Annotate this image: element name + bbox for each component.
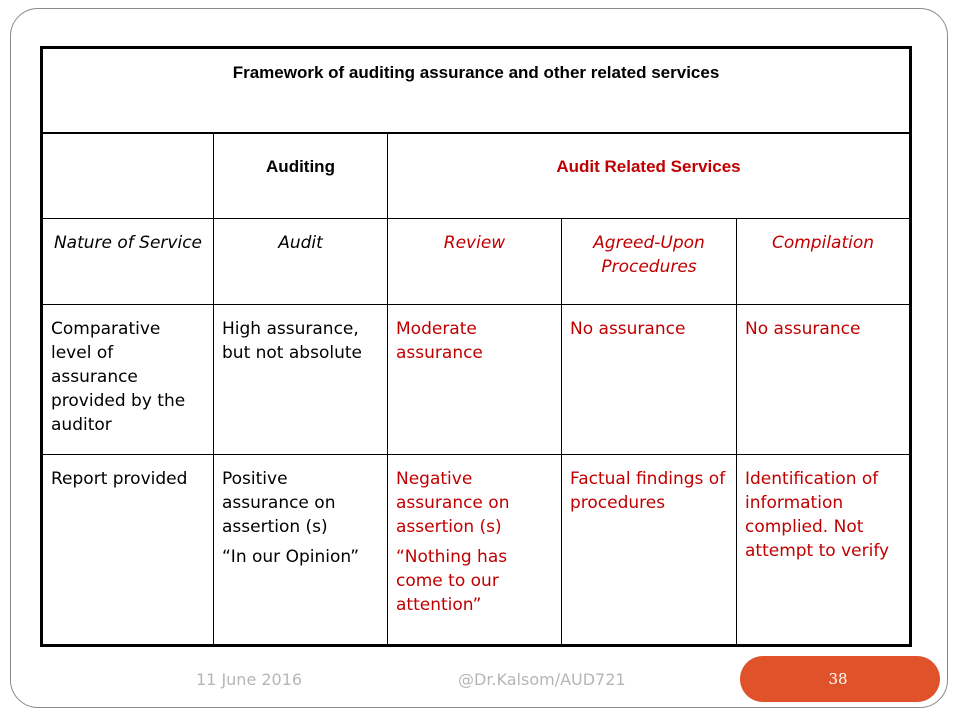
- report-row: [42, 455, 911, 646]
- report-audit-line1: Positive assurance on assertion (s): [222, 469, 336, 537]
- header-audit-related-services: Audit Related Services: [388, 133, 911, 219]
- title-row: [42, 48, 911, 133]
- nature-audit: Audit: [214, 219, 388, 305]
- footer-author: @Dr.Kalsom/AUD721: [458, 670, 626, 689]
- assurance-row: [42, 305, 911, 455]
- nature-row: [42, 219, 911, 305]
- report-audit: [214, 455, 388, 646]
- assurance-compilation: No assurance: [737, 305, 911, 455]
- header-auditing: Auditing: [214, 133, 388, 219]
- nature-label: Nature of Service: [42, 219, 214, 305]
- assurance-label: Comparative level of assurance provided by the auditor: [42, 305, 214, 455]
- nature-compilation: Compilation: [737, 219, 911, 305]
- assurance-review: Moderate assurance: [388, 305, 562, 455]
- assurance-agreed-upon: No assurance: [562, 305, 737, 455]
- footer-date: 11 June 2016: [196, 670, 303, 689]
- report-review-quote: “Nothing has come to our attention”: [396, 547, 508, 615]
- nature-agreed-upon: Agreed-Upon Procedures: [562, 219, 737, 305]
- report-review: [388, 455, 562, 646]
- report-audit-quote: “In our Opinion”: [222, 547, 360, 567]
- header-row: [42, 133, 911, 219]
- report-review-line1: Negative assurance on assertion (s): [396, 469, 510, 537]
- report-agreed-upon: Factual findings of procedures: [562, 455, 737, 646]
- framework-table: [40, 46, 912, 647]
- table-title: Framework of auditing assurance and other related services: [42, 48, 911, 133]
- page-number: 38: [828, 670, 848, 688]
- page-number-badge: [740, 656, 940, 702]
- report-compilation: Identification of information complied. Not attempt to verify: [737, 455, 911, 646]
- report-label: Report provided: [42, 455, 214, 646]
- assurance-audit: High assurance, but not absolute: [214, 305, 388, 455]
- header-empty-cell: [42, 133, 214, 219]
- nature-review: Review: [388, 219, 562, 305]
